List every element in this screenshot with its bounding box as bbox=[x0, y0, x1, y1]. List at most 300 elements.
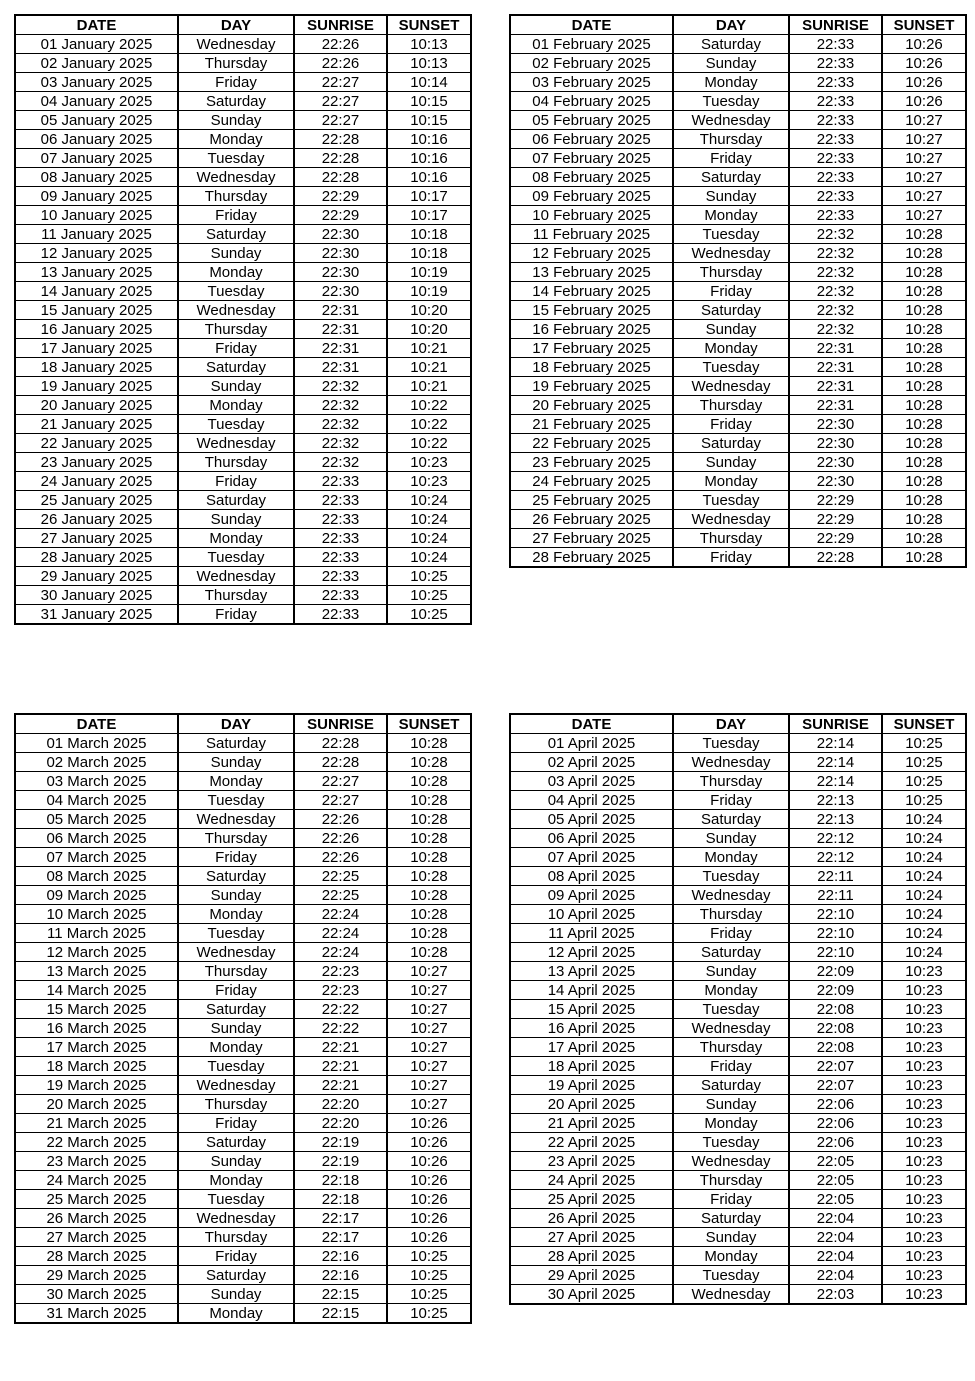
cell-date: 09 March 2025 bbox=[15, 886, 178, 905]
cell-sunrise: 22:27 bbox=[294, 92, 387, 111]
cell-sunset: 10:24 bbox=[882, 867, 966, 886]
cell-date: 10 February 2025 bbox=[510, 206, 673, 225]
cell-date: 22 January 2025 bbox=[15, 434, 178, 453]
cell-day: Thursday bbox=[673, 263, 789, 282]
cell-sunset: 10:14 bbox=[387, 73, 471, 92]
cell-date: 28 April 2025 bbox=[510, 1247, 673, 1266]
cell-date: 26 April 2025 bbox=[510, 1209, 673, 1228]
cell-sunrise: 22:31 bbox=[789, 377, 882, 396]
cell-day: Wednesday bbox=[673, 753, 789, 772]
header-date: DATE bbox=[510, 15, 673, 35]
cell-date: 08 March 2025 bbox=[15, 867, 178, 886]
cell-date: 16 March 2025 bbox=[15, 1019, 178, 1038]
header-date: DATE bbox=[15, 714, 178, 734]
march-table bbox=[14, 713, 472, 1324]
cell-day: Saturday bbox=[178, 491, 294, 510]
cell-day: Saturday bbox=[673, 168, 789, 187]
cell-day: Sunday bbox=[178, 886, 294, 905]
cell-day: Friday bbox=[673, 924, 789, 943]
cell-date: 28 March 2025 bbox=[15, 1247, 178, 1266]
cell-sunrise: 22:24 bbox=[294, 924, 387, 943]
cell-sunrise: 22:32 bbox=[294, 377, 387, 396]
cell-sunset: 10:18 bbox=[387, 244, 471, 263]
cell-sunrise: 22:30 bbox=[789, 472, 882, 491]
cell-date: 12 March 2025 bbox=[15, 943, 178, 962]
cell-sunrise: 22:31 bbox=[789, 339, 882, 358]
cell-sunset: 10:27 bbox=[387, 1076, 471, 1095]
table-row bbox=[15, 73, 471, 92]
cell-date: 11 March 2025 bbox=[15, 924, 178, 943]
cell-day: Thursday bbox=[673, 130, 789, 149]
cell-date: 03 April 2025 bbox=[510, 772, 673, 791]
february-table bbox=[509, 14, 967, 568]
cell-date: 19 February 2025 bbox=[510, 377, 673, 396]
cell-day: Wednesday bbox=[178, 434, 294, 453]
table-row bbox=[510, 810, 966, 829]
cell-sunset: 10:23 bbox=[882, 962, 966, 981]
table-row bbox=[510, 35, 966, 54]
table-row bbox=[510, 1266, 966, 1285]
cell-sunset: 10:23 bbox=[882, 1114, 966, 1133]
cell-sunrise: 22:17 bbox=[294, 1209, 387, 1228]
cell-date: 24 April 2025 bbox=[510, 1171, 673, 1190]
cell-date: 20 March 2025 bbox=[15, 1095, 178, 1114]
cell-sunset: 10:28 bbox=[882, 358, 966, 377]
cell-sunset: 10:28 bbox=[387, 829, 471, 848]
table-row bbox=[510, 962, 966, 981]
cell-day: Saturday bbox=[178, 358, 294, 377]
cell-sunrise: 22:08 bbox=[789, 1019, 882, 1038]
cell-date: 09 January 2025 bbox=[15, 187, 178, 206]
cell-sunrise: 22:33 bbox=[789, 130, 882, 149]
header-sunrise: SUNRISE bbox=[294, 15, 387, 35]
cell-day: Monday bbox=[178, 1171, 294, 1190]
table-row bbox=[15, 1266, 471, 1285]
cell-sunset: 10:28 bbox=[882, 472, 966, 491]
table-row bbox=[510, 377, 966, 396]
april-table bbox=[509, 713, 967, 1305]
cell-day: Monday bbox=[673, 472, 789, 491]
cell-sunrise: 22:29 bbox=[789, 510, 882, 529]
cell-sunset: 10:28 bbox=[387, 905, 471, 924]
cell-sunset: 10:23 bbox=[882, 1190, 966, 1209]
cell-day: Friday bbox=[178, 472, 294, 491]
cell-day: Friday bbox=[178, 206, 294, 225]
table-row bbox=[15, 1190, 471, 1209]
cell-date: 19 March 2025 bbox=[15, 1076, 178, 1095]
cell-sunrise: 22:32 bbox=[294, 415, 387, 434]
cell-date: 04 February 2025 bbox=[510, 92, 673, 111]
cell-sunset: 10:28 bbox=[882, 396, 966, 415]
cell-sunset: 10:28 bbox=[882, 491, 966, 510]
cell-date: 05 January 2025 bbox=[15, 111, 178, 130]
cell-sunset: 10:27 bbox=[387, 1000, 471, 1019]
cell-sunset: 10:23 bbox=[882, 1209, 966, 1228]
cell-sunrise: 22:32 bbox=[294, 434, 387, 453]
cell-day: Monday bbox=[673, 73, 789, 92]
cell-sunrise: 22:19 bbox=[294, 1133, 387, 1152]
table-row bbox=[15, 453, 471, 472]
cell-sunset: 10:26 bbox=[387, 1228, 471, 1247]
cell-day: Monday bbox=[178, 1304, 294, 1324]
cell-sunrise: 22:30 bbox=[789, 453, 882, 472]
table-row bbox=[510, 453, 966, 472]
cell-date: 27 February 2025 bbox=[510, 529, 673, 548]
cell-sunset: 10:28 bbox=[882, 510, 966, 529]
cell-sunset: 10:26 bbox=[387, 1114, 471, 1133]
cell-day: Tuesday bbox=[673, 92, 789, 111]
cell-day: Friday bbox=[178, 1247, 294, 1266]
cell-sunrise: 22:13 bbox=[789, 791, 882, 810]
cell-date: 08 April 2025 bbox=[510, 867, 673, 886]
cell-sunset: 10:25 bbox=[387, 1247, 471, 1266]
cell-sunrise: 22:30 bbox=[294, 263, 387, 282]
cell-date: 27 April 2025 bbox=[510, 1228, 673, 1247]
cell-day: Saturday bbox=[673, 35, 789, 54]
cell-sunset: 10:28 bbox=[882, 282, 966, 301]
cell-sunset: 10:23 bbox=[882, 1076, 966, 1095]
table-row bbox=[15, 415, 471, 434]
cell-sunset: 10:23 bbox=[882, 1152, 966, 1171]
cell-date: 16 February 2025 bbox=[510, 320, 673, 339]
cell-day: Friday bbox=[673, 548, 789, 568]
cell-sunrise: 22:33 bbox=[294, 510, 387, 529]
table-row bbox=[15, 734, 471, 753]
cell-sunset: 10:28 bbox=[882, 377, 966, 396]
cell-sunrise: 22:17 bbox=[294, 1228, 387, 1247]
table-row bbox=[15, 1076, 471, 1095]
cell-day: Wednesday bbox=[178, 1076, 294, 1095]
table-row bbox=[15, 810, 471, 829]
cell-sunrise: 22:16 bbox=[294, 1266, 387, 1285]
cell-sunrise: 22:32 bbox=[789, 301, 882, 320]
cell-sunrise: 22:23 bbox=[294, 981, 387, 1000]
cell-sunset: 10:28 bbox=[882, 434, 966, 453]
cell-sunset: 10:27 bbox=[882, 187, 966, 206]
cell-sunrise: 22:21 bbox=[294, 1038, 387, 1057]
table-row bbox=[15, 339, 471, 358]
cell-day: Monday bbox=[673, 848, 789, 867]
table-row bbox=[15, 1285, 471, 1304]
cell-day: Wednesday bbox=[673, 111, 789, 130]
cell-date: 09 April 2025 bbox=[510, 886, 673, 905]
table-row bbox=[510, 1114, 966, 1133]
cell-day: Thursday bbox=[673, 905, 789, 924]
cell-date: 13 February 2025 bbox=[510, 263, 673, 282]
cell-date: 22 February 2025 bbox=[510, 434, 673, 453]
cell-date: 30 March 2025 bbox=[15, 1285, 178, 1304]
cell-sunset: 10:28 bbox=[387, 810, 471, 829]
cell-sunset: 10:27 bbox=[882, 168, 966, 187]
table-row bbox=[15, 1247, 471, 1266]
cell-sunrise: 22:26 bbox=[294, 35, 387, 54]
cell-day: Friday bbox=[178, 73, 294, 92]
cell-date: 08 January 2025 bbox=[15, 168, 178, 187]
cell-day: Tuesday bbox=[178, 282, 294, 301]
cell-day: Monday bbox=[673, 981, 789, 1000]
cell-date: 25 February 2025 bbox=[510, 491, 673, 510]
table-row bbox=[510, 905, 966, 924]
cell-sunrise: 22:32 bbox=[294, 453, 387, 472]
cell-day: Friday bbox=[178, 848, 294, 867]
cell-day: Thursday bbox=[178, 453, 294, 472]
cell-day: Thursday bbox=[673, 529, 789, 548]
cell-sunrise: 22:33 bbox=[294, 605, 387, 625]
cell-date: 18 February 2025 bbox=[510, 358, 673, 377]
cell-sunset: 10:17 bbox=[387, 206, 471, 225]
cell-sunrise: 22:27 bbox=[294, 111, 387, 130]
cell-sunset: 10:28 bbox=[882, 320, 966, 339]
cell-day: Sunday bbox=[178, 244, 294, 263]
cell-day: Friday bbox=[673, 1057, 789, 1076]
table-row bbox=[510, 1057, 966, 1076]
cell-sunrise: 22:05 bbox=[789, 1171, 882, 1190]
cell-date: 24 January 2025 bbox=[15, 472, 178, 491]
cell-date: 30 January 2025 bbox=[15, 586, 178, 605]
cell-date: 07 February 2025 bbox=[510, 149, 673, 168]
cell-date: 04 January 2025 bbox=[15, 92, 178, 111]
cell-sunset: 10:27 bbox=[882, 149, 966, 168]
cell-sunrise: 22:30 bbox=[294, 244, 387, 263]
cell-date: 20 January 2025 bbox=[15, 396, 178, 415]
cell-date: 26 January 2025 bbox=[15, 510, 178, 529]
cell-sunset: 10:28 bbox=[882, 263, 966, 282]
cell-sunset: 10:28 bbox=[882, 301, 966, 320]
cell-day: Wednesday bbox=[673, 1285, 789, 1305]
table-row bbox=[510, 529, 966, 548]
cell-sunrise: 22:14 bbox=[789, 753, 882, 772]
table-row bbox=[15, 1228, 471, 1247]
cell-sunset: 10:24 bbox=[882, 905, 966, 924]
cell-date: 30 April 2025 bbox=[510, 1285, 673, 1305]
cell-day: Wednesday bbox=[178, 301, 294, 320]
cell-sunset: 10:17 bbox=[387, 187, 471, 206]
cell-date: 25 March 2025 bbox=[15, 1190, 178, 1209]
cell-sunset: 10:24 bbox=[882, 829, 966, 848]
table-row bbox=[510, 225, 966, 244]
cell-day: Monday bbox=[673, 339, 789, 358]
cell-date: 01 March 2025 bbox=[15, 734, 178, 753]
cell-day: Thursday bbox=[178, 187, 294, 206]
table-row bbox=[510, 358, 966, 377]
table-row bbox=[510, 548, 966, 568]
table-row bbox=[15, 263, 471, 282]
table-row bbox=[15, 396, 471, 415]
table-row bbox=[15, 1209, 471, 1228]
cell-day: Monday bbox=[673, 206, 789, 225]
cell-date: 05 March 2025 bbox=[15, 810, 178, 829]
cell-sunrise: 22:20 bbox=[294, 1114, 387, 1133]
cell-sunrise: 22:30 bbox=[294, 282, 387, 301]
table-row bbox=[15, 472, 471, 491]
cell-sunrise: 22:26 bbox=[294, 829, 387, 848]
cell-sunrise: 22:33 bbox=[294, 472, 387, 491]
cell-day: Tuesday bbox=[673, 225, 789, 244]
cell-date: 15 April 2025 bbox=[510, 1000, 673, 1019]
cell-day: Sunday bbox=[178, 111, 294, 130]
cell-date: 01 April 2025 bbox=[510, 734, 673, 753]
table-row bbox=[15, 1171, 471, 1190]
cell-day: Wednesday bbox=[178, 168, 294, 187]
table-row bbox=[510, 301, 966, 320]
cell-date: 07 March 2025 bbox=[15, 848, 178, 867]
cell-sunrise: 22:04 bbox=[789, 1209, 882, 1228]
cell-day: Sunday bbox=[178, 1152, 294, 1171]
cell-date: 14 April 2025 bbox=[510, 981, 673, 1000]
cell-sunset: 10:28 bbox=[387, 791, 471, 810]
cell-sunrise: 22:28 bbox=[294, 168, 387, 187]
cell-sunrise: 22:29 bbox=[789, 529, 882, 548]
cell-sunset: 10:28 bbox=[387, 867, 471, 886]
table-row bbox=[510, 320, 966, 339]
cell-day: Tuesday bbox=[178, 1190, 294, 1209]
cell-date: 21 February 2025 bbox=[510, 415, 673, 434]
header-sunset: SUNSET bbox=[882, 15, 966, 35]
table-row bbox=[510, 1076, 966, 1095]
header-sunrise: SUNRISE bbox=[789, 714, 882, 734]
cell-date: 06 February 2025 bbox=[510, 130, 673, 149]
cell-date: 06 January 2025 bbox=[15, 130, 178, 149]
cell-day: Monday bbox=[673, 1247, 789, 1266]
cell-sunset: 10:23 bbox=[882, 1171, 966, 1190]
cell-sunrise: 22:29 bbox=[789, 491, 882, 510]
header-day: DAY bbox=[673, 15, 789, 35]
cell-sunset: 10:21 bbox=[387, 339, 471, 358]
cell-day: Wednesday bbox=[178, 810, 294, 829]
cell-sunrise: 22:33 bbox=[294, 548, 387, 567]
cell-sunrise: 22:30 bbox=[789, 434, 882, 453]
header-day: DAY bbox=[673, 714, 789, 734]
cell-sunset: 10:25 bbox=[387, 567, 471, 586]
cell-sunset: 10:27 bbox=[387, 1019, 471, 1038]
cell-day: Sunday bbox=[673, 187, 789, 206]
table-row bbox=[510, 1038, 966, 1057]
cell-date: 04 March 2025 bbox=[15, 791, 178, 810]
table-row bbox=[15, 1095, 471, 1114]
header-row bbox=[15, 714, 471, 734]
cell-sunrise: 22:33 bbox=[789, 92, 882, 111]
cell-sunrise: 22:18 bbox=[294, 1190, 387, 1209]
cell-day: Saturday bbox=[178, 734, 294, 753]
header-sunset: SUNSET bbox=[882, 714, 966, 734]
table-row bbox=[510, 130, 966, 149]
cell-day: Tuesday bbox=[673, 867, 789, 886]
cell-sunset: 10:25 bbox=[882, 791, 966, 810]
cell-date: 13 April 2025 bbox=[510, 962, 673, 981]
cell-date: 02 April 2025 bbox=[510, 753, 673, 772]
cell-day: Saturday bbox=[178, 1000, 294, 1019]
table-row bbox=[15, 320, 471, 339]
table-row bbox=[510, 1095, 966, 1114]
cell-day: Sunday bbox=[673, 453, 789, 472]
cell-sunrise: 22:26 bbox=[294, 810, 387, 829]
cell-day: Monday bbox=[178, 905, 294, 924]
cell-date: 31 March 2025 bbox=[15, 1304, 178, 1324]
table-row bbox=[510, 772, 966, 791]
table-row bbox=[510, 1000, 966, 1019]
cell-sunrise: 22:14 bbox=[789, 734, 882, 753]
cell-date: 02 February 2025 bbox=[510, 54, 673, 73]
cell-sunrise: 22:33 bbox=[789, 206, 882, 225]
table-row bbox=[510, 791, 966, 810]
cell-sunset: 10:25 bbox=[387, 1285, 471, 1304]
table-row bbox=[15, 1133, 471, 1152]
cell-date: 11 April 2025 bbox=[510, 924, 673, 943]
cell-sunset: 10:28 bbox=[387, 924, 471, 943]
cell-sunrise: 22:06 bbox=[789, 1095, 882, 1114]
cell-sunset: 10:16 bbox=[387, 168, 471, 187]
table-row bbox=[510, 168, 966, 187]
cell-sunrise: 22:33 bbox=[789, 35, 882, 54]
cell-sunrise: 22:26 bbox=[294, 848, 387, 867]
table-row bbox=[15, 924, 471, 943]
cell-sunset: 10:25 bbox=[882, 734, 966, 753]
table-row bbox=[15, 567, 471, 586]
cell-sunset: 10:22 bbox=[387, 415, 471, 434]
cell-sunrise: 22:15 bbox=[294, 1304, 387, 1324]
cell-date: 03 March 2025 bbox=[15, 772, 178, 791]
table-row bbox=[510, 244, 966, 263]
cell-sunset: 10:27 bbox=[882, 206, 966, 225]
cell-date: 10 January 2025 bbox=[15, 206, 178, 225]
cell-day: Wednesday bbox=[178, 1209, 294, 1228]
table-row bbox=[15, 282, 471, 301]
cell-sunset: 10:26 bbox=[387, 1209, 471, 1228]
header-row bbox=[510, 15, 966, 35]
header-date: DATE bbox=[510, 714, 673, 734]
cell-sunrise: 22:33 bbox=[294, 586, 387, 605]
cell-date: 17 January 2025 bbox=[15, 339, 178, 358]
cell-sunset: 10:27 bbox=[387, 981, 471, 1000]
cell-day: Monday bbox=[178, 130, 294, 149]
cell-date: 03 January 2025 bbox=[15, 73, 178, 92]
cell-day: Sunday bbox=[178, 1285, 294, 1304]
cell-sunrise: 22:28 bbox=[294, 130, 387, 149]
table-row bbox=[15, 848, 471, 867]
cell-day: Saturday bbox=[673, 1209, 789, 1228]
cell-day: Saturday bbox=[673, 434, 789, 453]
cell-sunrise: 22:32 bbox=[789, 320, 882, 339]
cell-sunset: 10:26 bbox=[387, 1171, 471, 1190]
cell-sunset: 10:24 bbox=[882, 924, 966, 943]
table-row bbox=[510, 943, 966, 962]
cell-day: Monday bbox=[178, 396, 294, 415]
cell-sunset: 10:13 bbox=[387, 35, 471, 54]
table-row bbox=[15, 1038, 471, 1057]
table-row bbox=[510, 924, 966, 943]
cell-date: 14 March 2025 bbox=[15, 981, 178, 1000]
cell-sunset: 10:23 bbox=[882, 1133, 966, 1152]
cell-sunrise: 22:33 bbox=[294, 529, 387, 548]
cell-sunset: 10:15 bbox=[387, 111, 471, 130]
cell-date: 15 February 2025 bbox=[510, 301, 673, 320]
cell-day: Friday bbox=[673, 415, 789, 434]
cell-sunset: 10:25 bbox=[882, 753, 966, 772]
cell-date: 06 April 2025 bbox=[510, 829, 673, 848]
cell-day: Saturday bbox=[178, 92, 294, 111]
cell-date: 29 March 2025 bbox=[15, 1266, 178, 1285]
cell-sunset: 10:28 bbox=[387, 753, 471, 772]
january-table bbox=[14, 14, 472, 625]
table-row bbox=[15, 1152, 471, 1171]
cell-sunrise: 22:29 bbox=[294, 206, 387, 225]
table-row bbox=[15, 791, 471, 810]
cell-date: 01 January 2025 bbox=[15, 35, 178, 54]
cell-sunset: 10:27 bbox=[882, 111, 966, 130]
cell-day: Tuesday bbox=[178, 791, 294, 810]
cell-sunrise: 22:04 bbox=[789, 1228, 882, 1247]
table-row bbox=[15, 605, 471, 625]
